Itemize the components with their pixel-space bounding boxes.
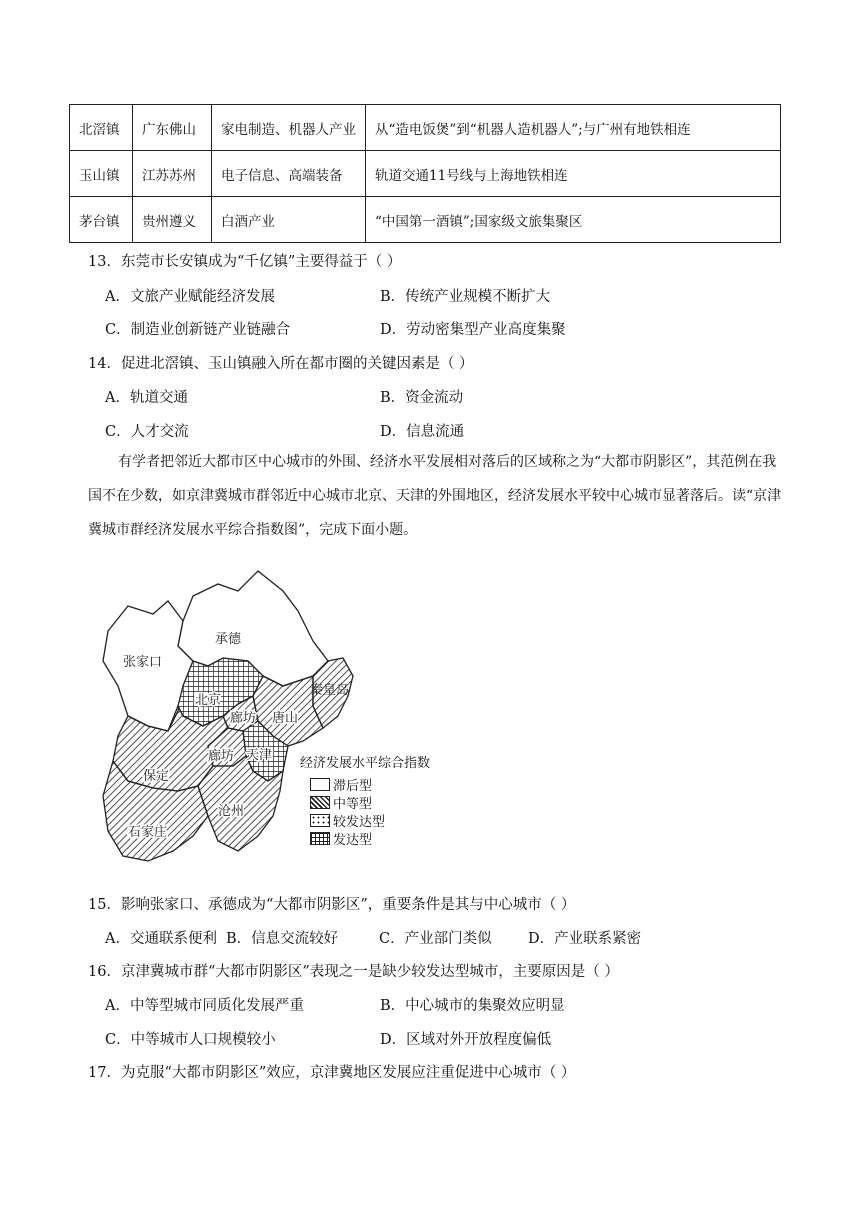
table-cell: 广东佛山 [133,105,212,151]
table-cell: 茅台镇 [70,197,133,243]
label-zhangjiakou: 张家口 [123,655,163,670]
q15-option-b[interactable]: B．信息交流较好 [226,931,339,947]
q13-option-a[interactable]: A．文旅产业赋能经济发展 [105,289,275,305]
map-legend [300,752,430,847]
question-16-stem: 16．京津冀城市群“大都市阴影区”表现之一是缺少较发达型城市，主要原因是（ ） [88,964,619,980]
table-cell: 北滘镇 [70,105,133,151]
label-tangshan: 唐山 [272,711,299,726]
q13-option-c[interactable]: C．制造业创新链产业链融合 [105,322,291,338]
label-baoding: 保定 [143,769,170,784]
legend-label: 中等型 [333,796,373,812]
table-cell: 家电制造、机器人产业 [212,105,366,151]
legend-swatch-hatch [310,796,330,809]
q15-option-c[interactable]: C．产业部门类似 [379,931,492,947]
label-chengde: 承德 [215,632,242,647]
table-cell: 从“造电饭煲”到“机器人造机器人”;与广州有地铁相连 [366,105,781,151]
label-langfang-south: 廊坊 [208,749,235,764]
passage-text: 有学者把邻近大都市区中心城市的外围、经济水平发展相对落后的区域称之为“大都市阴影区”，其范例在我国不在少数，如京津冀城市群邻近中心城市北京、天津的外围地区，经济发展水平较中心城市显著落后。读“京津冀城市群经济发展水平综合指数图”，完成下面小题。 [88,454,782,538]
legend-swatch-dots [310,814,330,827]
question-17-stem: 17．为克服“大都市阴影区”效应，京津冀地区发展应注重促进中心城市（ ） [88,1065,576,1081]
table-cell: 玉山镇 [70,151,133,197]
table-cell: 贵州遵义 [133,197,212,243]
q14-option-a[interactable]: A．轨道交通 [105,390,188,406]
table-cell: 白酒产业 [212,197,366,243]
legend-item [300,829,430,847]
legend-title: 经济发展水平综合指数 [300,756,431,771]
label-shijiazhuang: 石家庄 [128,825,168,840]
label-tianjin: 天津 [246,748,273,763]
q16-option-b[interactable]: B．中心城市的集聚效应明显 [380,998,565,1014]
q13-option-b[interactable]: B．传统产业规模不断扩大 [380,289,551,305]
passage [88,445,788,547]
q13-option-d[interactable]: D．劳动密集型产业高度集聚 [380,322,566,338]
legend-swatch-blank [310,778,330,791]
table-row [70,105,781,151]
town-table [69,104,781,243]
legend-label: 较发达型 [333,814,386,830]
q15-option-d[interactable]: D．产业联系紧密 [528,931,642,947]
legend-item [300,811,430,829]
table-row [70,197,781,243]
q16-option-c[interactable]: C．中等城市人口规模较小 [105,1032,276,1048]
table-cell: “中国第一酒镇”;国家级文旅集聚区 [366,197,781,243]
question-15-stem: 15．影响张家口、承德成为“大都市阴影区”，重要条件是其与中心城市（ ） [88,897,576,913]
table-cell: 江苏苏州 [133,151,212,197]
legend-label: 发达型 [333,832,373,848]
legend-swatch-grid [310,832,330,845]
q16-option-d[interactable]: D．区域对外开放程度偏低 [380,1032,552,1048]
label-cangzhou: 沧州 [218,804,245,819]
table-cell: 电子信息、高端装备 [212,151,366,197]
q16-option-a[interactable]: A．中等型城市同质化发展严重 [105,998,304,1014]
q14-option-c[interactable]: C．人才交流 [105,424,189,440]
question-13-stem: 13．东莞市长安镇成为“千亿镇”主要得益于（ ） [88,254,402,270]
label-langfang-north: 廊坊 [230,711,257,726]
q14-option-b[interactable]: B．资金流动 [380,390,464,406]
legend-item [300,775,430,793]
q14-option-d[interactable]: D．信息流通 [380,424,465,440]
table-row [70,151,781,197]
legend-item [300,793,430,811]
legend-label: 滞后型 [333,778,373,794]
label-beijing: 北京 [195,693,222,708]
label-qinhuangdao: 秦皇岛 [310,683,350,698]
q15-option-a[interactable]: A．交通联系便利 [105,931,217,947]
question-14-stem: 14．促进北滘镇、玉山镇融入所在都市圈的关键因素是（ ） [88,356,474,372]
table-cell: 轨道交通11号线与上海地铁相连 [366,151,781,197]
